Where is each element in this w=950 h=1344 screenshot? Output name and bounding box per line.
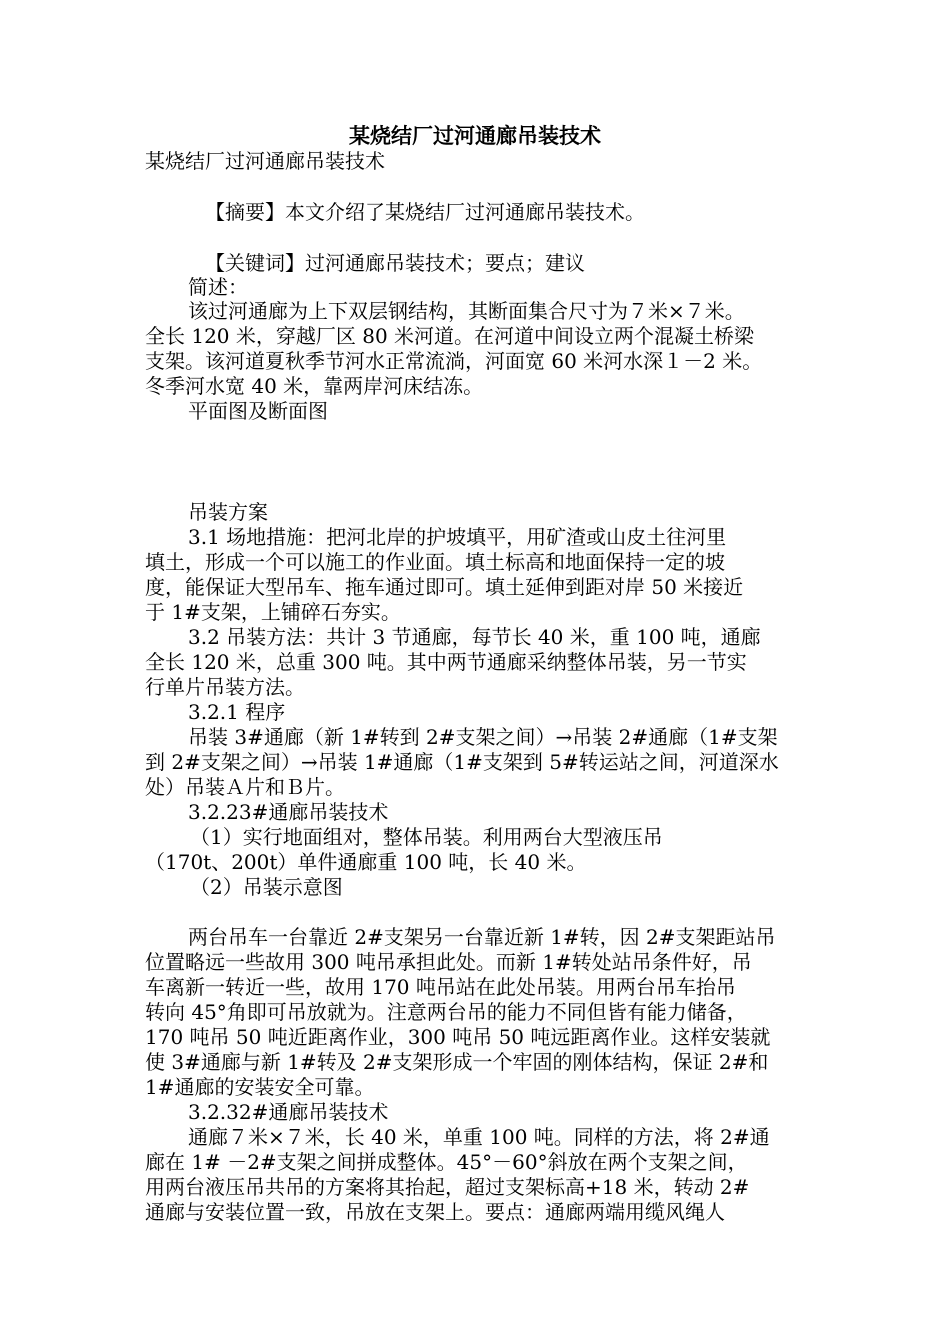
paragraph-line: 到 2#支架之间）→吊装 1#通廊（1#支架到 5#转运站之间，河道深水 bbox=[145, 750, 779, 774]
paragraph-line: 转向 45°角即可吊放就为。注意两台吊的能力不同但皆有能力储备， bbox=[145, 1000, 747, 1024]
paragraph-line: 廊在 1# －2#支架之间拼成整体。45°－60°斜放在两个支架之间， bbox=[145, 1150, 748, 1174]
subtitle-line: 某烧结厂过河通廊吊装技术 bbox=[145, 149, 385, 173]
paragraph-line: 3.1 场地措施：把河北岸的护坡填平，用矿渣或山皮土往河里 bbox=[188, 525, 727, 549]
subsection-heading: 3.2.23#通廊吊装技术 bbox=[188, 800, 389, 824]
paragraph-line: 车离新一转近一些，故用 170 吨吊站在此处吊装。用两台吊车抬吊 bbox=[145, 975, 736, 999]
document-title: 某烧结厂过河通廊吊装技术 bbox=[349, 123, 601, 148]
paragraph-line: 通廊与安装位置一致，吊放在支架上。要点：通廊两端用缆风绳人 bbox=[145, 1200, 725, 1224]
section-heading-lifting-plan: 吊装方案 bbox=[188, 500, 268, 524]
paragraph-line: 处）吊装Ａ片和Ｂ片。 bbox=[145, 775, 345, 799]
paragraph-line: 使 3#通廊与新 1#转及 2#支架形成一个牢固的刚体结构，保证 2#和 bbox=[145, 1050, 769, 1074]
paragraph-line: 冬季河水宽 40 米，靠两岸河床结冻。 bbox=[145, 374, 484, 398]
paragraph-line: 吊装 3#通廊（新 1#转到 2#支架之间）→吊装 2#通廊（1#支架 bbox=[188, 725, 778, 749]
paragraph-line: （170t、200t）单件通廊重 100 吨，长 40 米。 bbox=[145, 850, 587, 874]
paragraph-line: 于 1#支架，上铺碎石夯实。 bbox=[145, 600, 401, 624]
figure-caption-lifting: （2）吊装示意图 bbox=[190, 875, 343, 899]
paragraph-line: 3.2 吊装方法：共计 3 节通廊，每节长 40 米，重 100 吨，通廊 bbox=[188, 625, 761, 649]
paragraph-line: 用两台液压吊共吊的方案将其抬起，超过支架标高+18 米，转动 2# bbox=[145, 1175, 750, 1199]
paragraph-line: 支架。该河道夏秋季节河水正常流淌，河面宽 60 米河水深１－2 米。 bbox=[145, 349, 763, 373]
paragraph-line: 度，能保证大型吊车、拖车通过即可。填土延伸到距对岸 50 米接近 bbox=[145, 575, 744, 599]
subsection-heading: 3.2.1 程序 bbox=[188, 700, 286, 724]
paragraph-line: 行单片吊装方法。 bbox=[145, 675, 305, 699]
paragraph-line: 该过河通廊为上下双层钢结构，其断面集合尺寸为７米×７米。 bbox=[188, 299, 745, 323]
subsection-heading: 3.2.32#通廊吊装技术 bbox=[188, 1100, 389, 1124]
keywords-line: 【关键词】过河通廊吊装技术；要点；建议 bbox=[205, 251, 585, 275]
paragraph-line: 全长 120 米，穿越厂区 80 米河道。在河道中间设立两个混凝土桥梁 bbox=[145, 324, 755, 348]
abstract-line: 【摘要】本文介绍了某烧结厂过河通廊吊装技术。 bbox=[205, 200, 645, 224]
paragraph-line: 1#通廊的安装安全可靠。 bbox=[145, 1075, 375, 1099]
figure-caption-plan: 平面图及断面图 bbox=[188, 399, 328, 423]
section-heading-overview: 简述： bbox=[188, 275, 248, 299]
paragraph-line: 全长 120 米，总重 300 吨。其中两节通廊采纳整体吊装，另一节实 bbox=[145, 650, 747, 674]
paragraph-line: 两台吊车一台靠近 2#支架另一台靠近新 1#转，因 2#支架距站吊 bbox=[188, 925, 776, 949]
paragraph-line: 位置略远一些故用 300 吨吊承担此处。而新 1#转处站吊条件好，吊 bbox=[145, 950, 752, 974]
paragraph-line: 填土，形成一个可以施工的作业面。填土标高和地面保持一定的坡 bbox=[145, 550, 725, 574]
paragraph-line: 170 吨吊 50 吨近距离作业，300 吨吊 50 吨远距离作业。这样安装就 bbox=[145, 1025, 771, 1049]
paragraph-line: 通廊７米×７米，长 40 米，单重 100 吨。同样的方法，将 2#通 bbox=[188, 1125, 770, 1149]
paragraph-line: （1）实行地面组对，整体吊装。利用两台大型液压吊 bbox=[190, 825, 663, 849]
